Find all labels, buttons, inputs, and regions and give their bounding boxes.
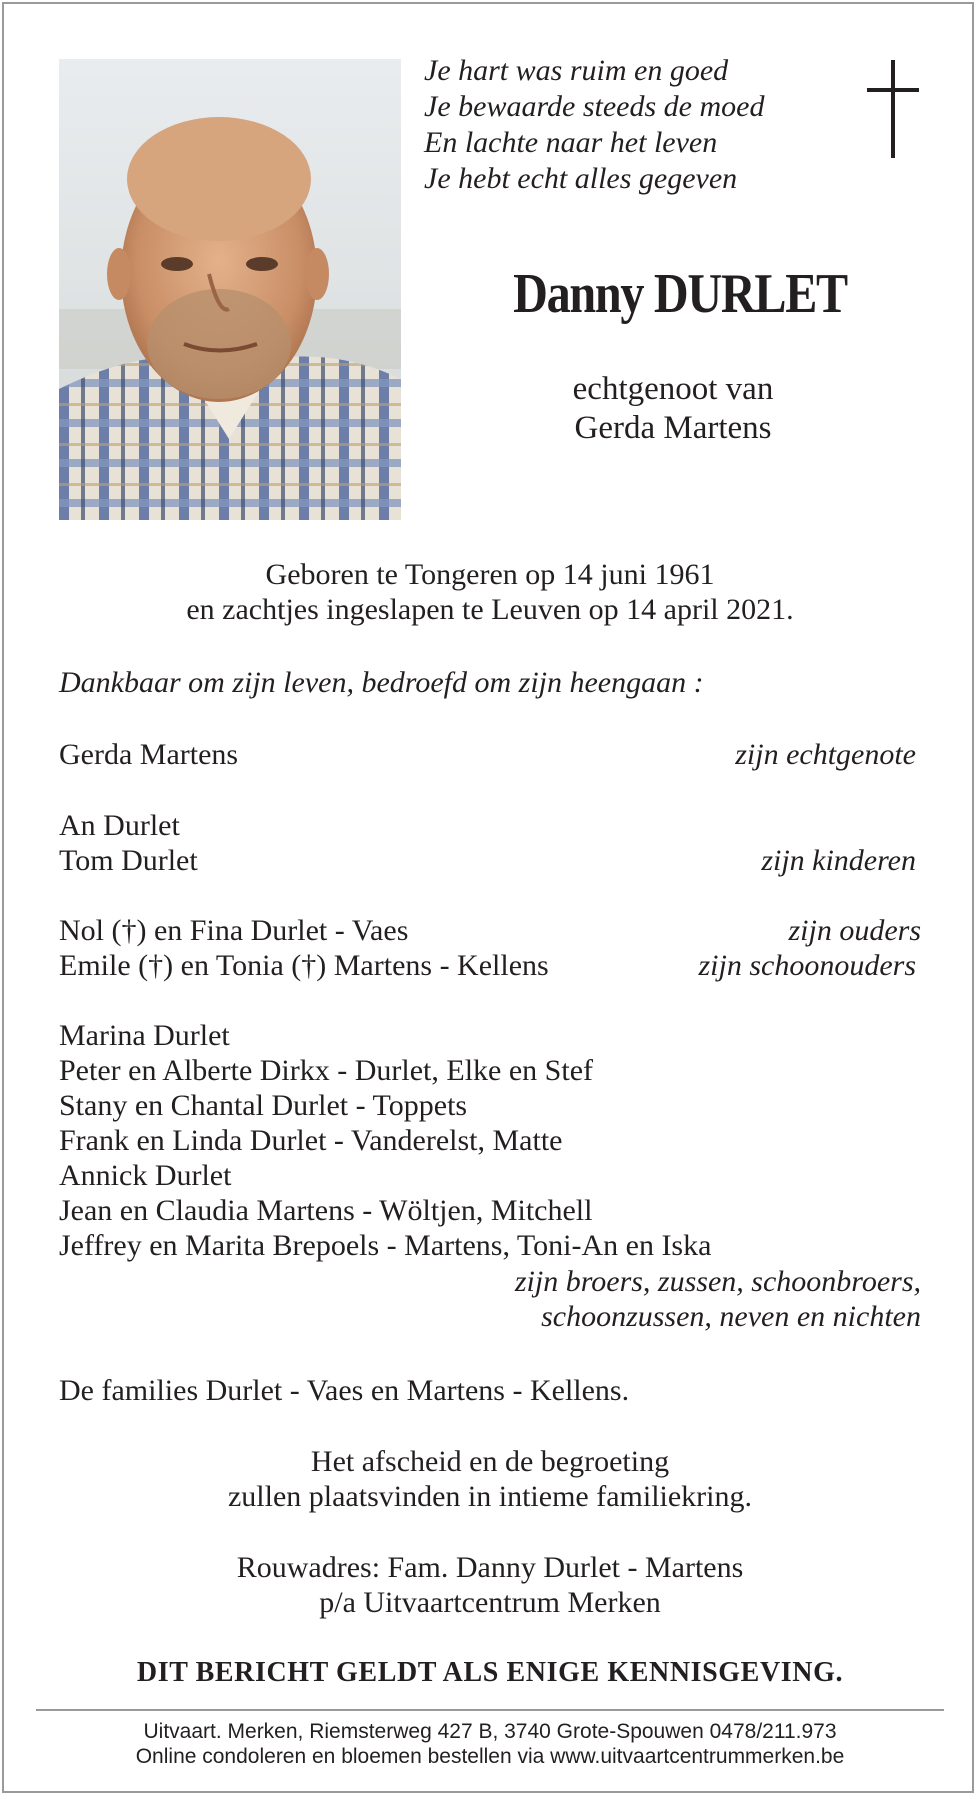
relative-row (59, 737, 921, 772)
relative-relation: zijn ouders (788, 914, 921, 947)
relative-row (59, 913, 921, 948)
relative-relation: zijn schoonouders (698, 949, 916, 982)
poem-line: Je hebt echt alles gegeven (424, 162, 738, 195)
address-line: p/a Uitvaartcentrum Merken (319, 1586, 661, 1619)
birth-death-block (0, 557, 980, 627)
address-line: Rouwadres: Fam. Danny Durlet - Martens (236, 1551, 744, 1584)
sibling-line: Jeffrey en Marita Brepoels - Martens, Toni-An en Iska (59, 1229, 712, 1262)
siblings-relation (515, 1264, 921, 1334)
deceased-name: Danny DURLET (513, 263, 847, 325)
relative-name: Gerda Martens (59, 738, 239, 771)
farewell-line: zullen plaatsvinden in intieme familiekring. (227, 1480, 753, 1513)
death-line: en zachtjes ingeslapen te Leuven op 14 april 2021. (186, 593, 794, 626)
footer (0, 1719, 980, 1769)
sibling-line: Annick Durlet (59, 1159, 232, 1192)
poem-line: En lachte naar het leven (424, 126, 718, 159)
poem-line: Je hart was ruim en goed (424, 54, 729, 87)
spouse-relation: echtgenoot van (572, 371, 774, 407)
relative-row (59, 843, 921, 878)
siblings-relation-line: zijn broers, zussen, schoonbroers, (514, 1265, 921, 1298)
birth-line: Geboren te Tongeren op 14 juni 1961 (265, 558, 715, 591)
intro-line: Dankbaar om zijn leven, bedroefd om zijn heengaan : (59, 666, 704, 699)
cross-icon (862, 60, 924, 160)
families-line: De families Durlet - Vaes en Martens - Kellens. (59, 1374, 630, 1407)
notice-line: DIT BERICHT GELDT ALS ENIGE KENNISGEVING. (136, 1657, 844, 1688)
footer-divider (36, 1709, 944, 1711)
footer-address: Uitvaart. Merken, Riemsterweg 427 B, 3740 Grote-Spouwen 0478/211.973 (143, 1720, 837, 1743)
siblings-relation-line: schoonzussen, neven en nichten (541, 1300, 921, 1333)
relative-name: An Durlet (59, 809, 180, 842)
footer-website: Online condoleren en bloemen bestellen via www.uitvaartcentrummerken.be (135, 1745, 845, 1768)
sibling-line: Frank en Linda Durlet - Vanderelst, Matte (59, 1124, 563, 1157)
spouse-name: Gerda Martens (574, 410, 772, 446)
relative-name: Emile (†) en Tonia (†) Martens - Kellens (59, 949, 549, 982)
relative-relation: zijn kinderen (761, 844, 916, 877)
sibling-line: Marina Durlet (59, 1019, 230, 1052)
sibling-line: Peter en Alberte Dirkx - Durlet, Elke en Stef (59, 1054, 593, 1087)
relative-name: Nol (†) en Fina Durlet - Vaes (59, 914, 409, 947)
relative-relation: zijn echtgenote (735, 738, 916, 771)
sibling-line: Stany en Chantal Durlet - Toppets (59, 1089, 468, 1122)
portrait-photo (59, 59, 401, 520)
poem-line: Je bewaarde steeds de moed (424, 90, 765, 123)
sibling-line: Jean en Claudia Martens - Wöltjen, Mitchell (59, 1194, 593, 1227)
relative-row (59, 948, 921, 983)
address-block (0, 1550, 980, 1620)
poem (424, 53, 824, 197)
spouse-block (468, 370, 878, 448)
siblings-list (59, 1018, 711, 1263)
relative-name: Tom Durlet (59, 844, 198, 877)
relative-row (59, 808, 921, 843)
farewell-block (0, 1444, 980, 1514)
farewell-line: Het afscheid en de begroeting (310, 1445, 670, 1478)
